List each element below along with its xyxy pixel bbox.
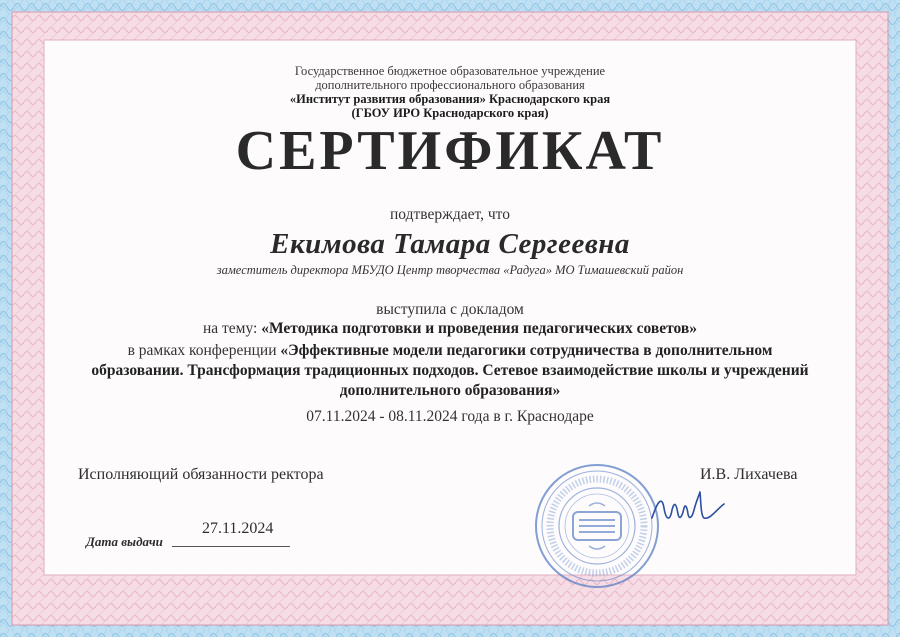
org-line-3: «Институт развития образования» Краснодарского края xyxy=(289,92,611,106)
person-name: Екимова Тамара Сергеевна xyxy=(270,228,630,260)
org-line-1: Государственное бюджетное образовательное учреждение xyxy=(294,64,606,78)
issue-date-underline xyxy=(172,546,290,547)
person-position: заместитель директора МБУДО Центр творчества «Радуга» МО Тимашевский район xyxy=(216,263,684,277)
report-text: выступила с докладом xyxy=(376,301,524,318)
confirms-text: подтверждает, что xyxy=(390,206,510,223)
report-topic xyxy=(48,320,852,338)
issue-date-value: 27.11.2024 xyxy=(202,520,274,537)
conference-info xyxy=(88,341,812,401)
rector-name: И.В. Лихачева xyxy=(700,466,798,483)
org-line-2: дополнительного профессионального образования xyxy=(315,78,585,92)
conference-title: «Эффективные модели педагогики сотрудничества в дополнительном образовании. Трансформация традиционных подходов. Сетевое взаимодействие школы и учреждений дополнительного образования» xyxy=(91,342,809,399)
conference-prefix: в рамках конференции xyxy=(127,342,281,359)
round-seal-stamp-icon xyxy=(533,462,661,590)
topic-prefix: на тему: xyxy=(202,320,262,337)
org-line-4: (ГБОУ ИРО Краснодарского края) xyxy=(351,106,549,120)
certificate-content xyxy=(48,44,852,592)
organization-header xyxy=(48,64,852,120)
handwritten-signature-icon xyxy=(648,488,726,534)
certificate-title: СЕРТИФИКАТ xyxy=(235,120,665,182)
acting-rector-label: Исполняющий обязанности ректора xyxy=(78,466,324,483)
event-dates: 07.11.2024 - 08.11.2024 года в г. Краснодаре xyxy=(306,408,594,425)
topic-title: «Методика подготовки и проведения педагогических советов» xyxy=(261,320,697,337)
issue-date-label: Дата выдачи xyxy=(86,534,163,549)
